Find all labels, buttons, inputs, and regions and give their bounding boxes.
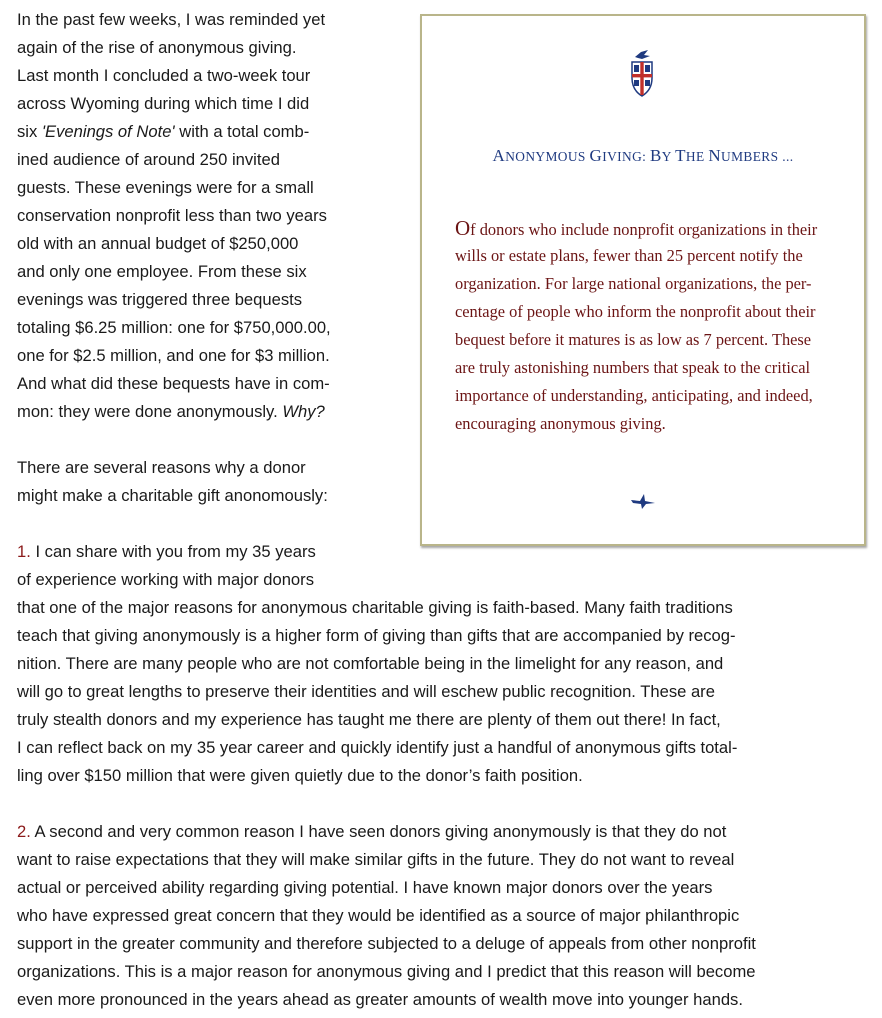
reason-line: 2. A second and very common reason I have seen donors giving anonymously is that they do not <box>17 822 727 841</box>
intro-line: And what did these bequests have in com- <box>17 374 330 393</box>
bird-icon <box>630 492 656 510</box>
why-emphasis: Why? <box>282 402 325 421</box>
event-name: 'Evenings of Note' <box>41 122 175 141</box>
reason-line: who have expressed great concern that they would be identified as a source of major philanthropic <box>17 906 740 925</box>
intro-line: conservation nonprofit less than two years <box>17 206 327 225</box>
reason-line: truly stealth donors and my experience has taught me there are plenty of them out there! In fact, <box>17 710 721 729</box>
reason-line: will go to great lengths to preserve their identities and will eschew public recognition. These are <box>17 682 715 701</box>
intro-line: Last month I concluded a two-week tour <box>17 66 311 85</box>
reason-line: I can reflect back on my 35 year career and quickly identify just a handful of anonymous gifts total- <box>17 738 738 757</box>
intro-line: totaling $6.25 million: one for $750,000.00, <box>17 318 331 337</box>
intro-line: across Wyoming during which time I did <box>17 94 310 113</box>
intro-line: one for $2.5 million, and one for $3 million. <box>17 346 330 365</box>
intro-line: guests. These evenings were for a small <box>17 178 314 197</box>
reason-line: that one of the major reasons for anonymous charitable giving is faith-based. Many faith traditions <box>17 598 733 617</box>
crest-icon <box>626 48 658 98</box>
sidebar-line: bequest before it matures is as low as 7 percent. These <box>455 330 812 349</box>
sidebar-line: centage of people who inform the nonprofit about their <box>455 302 816 321</box>
sidebar-line: importance of understanding, anticipating, and indeed, <box>455 386 813 405</box>
reasons-intro-line: There are several reasons why a donor <box>17 458 306 477</box>
intro-line: ined audience of around 250 invited <box>17 150 280 169</box>
intro-line: mon: they were done anonymously. Why? <box>17 402 325 421</box>
intro-line: old with an annual budget of $250,000 <box>17 234 299 253</box>
reason-line: want to raise expectations that they will make similar gifts in the future. They do not want to reveal <box>17 850 735 869</box>
reason-line: 1. I can share with you from my 35 years <box>17 542 316 561</box>
intro-line: and only one employee. From these six <box>17 262 307 281</box>
reason-number: 1. <box>17 542 31 561</box>
drop-cap: O <box>455 216 471 240</box>
reason-line: organizations. This is a major reason for anonymous giving and I predict that this reason will become <box>17 962 756 981</box>
intro-line: six 'Evenings of Note' with a total comb- <box>17 122 310 141</box>
reason-line: teach that giving anonymously is a higher form of giving than gifts that are accompanied by recog- <box>17 626 736 645</box>
intro-line: again of the rise of anonymous giving. <box>17 38 297 57</box>
reason-line: support in the greater community and therefore subjected to a deluge of appeals from other nonprofit <box>17 934 756 953</box>
reasons-intro-line: might make a charitable gift anonomously: <box>17 486 328 505</box>
sidebar-title: ANONYMOUS GIVING: BY THE NUMBERS ... <box>492 146 794 165</box>
reason-line: of experience working with major donors <box>17 570 314 589</box>
intro-line: In the past few weeks, I was reminded yet <box>17 10 326 29</box>
reason-line: even more pronounced in the years ahead as greater amounts of wealth move into younger hands. <box>17 990 743 1009</box>
intro-line: evenings was triggered three bequests <box>17 290 303 309</box>
sidebar-line: encouraging anonymous giving. <box>455 414 666 433</box>
reason-number: 2. <box>17 822 31 841</box>
sidebar-line: are truly astonishing numbers that speak to the critical <box>455 358 811 377</box>
sidebar-line: wills or estate plans, fewer than 25 percent notify the <box>455 246 803 265</box>
sidebar-line: organization. For large national organizations, the per- <box>455 274 812 293</box>
reason-line: actual or perceived ability regarding giving potential. I have known major donors over the years <box>17 878 713 897</box>
reason-line: ling over $150 million that were given quietly due to the donor’s faith position. <box>17 766 583 785</box>
reason-line: nition. There are many people who are not comfortable being in the limelight for any reason, and <box>17 654 724 673</box>
sidebar-line: Of donors who include nonprofit organizations in their <box>455 216 818 240</box>
